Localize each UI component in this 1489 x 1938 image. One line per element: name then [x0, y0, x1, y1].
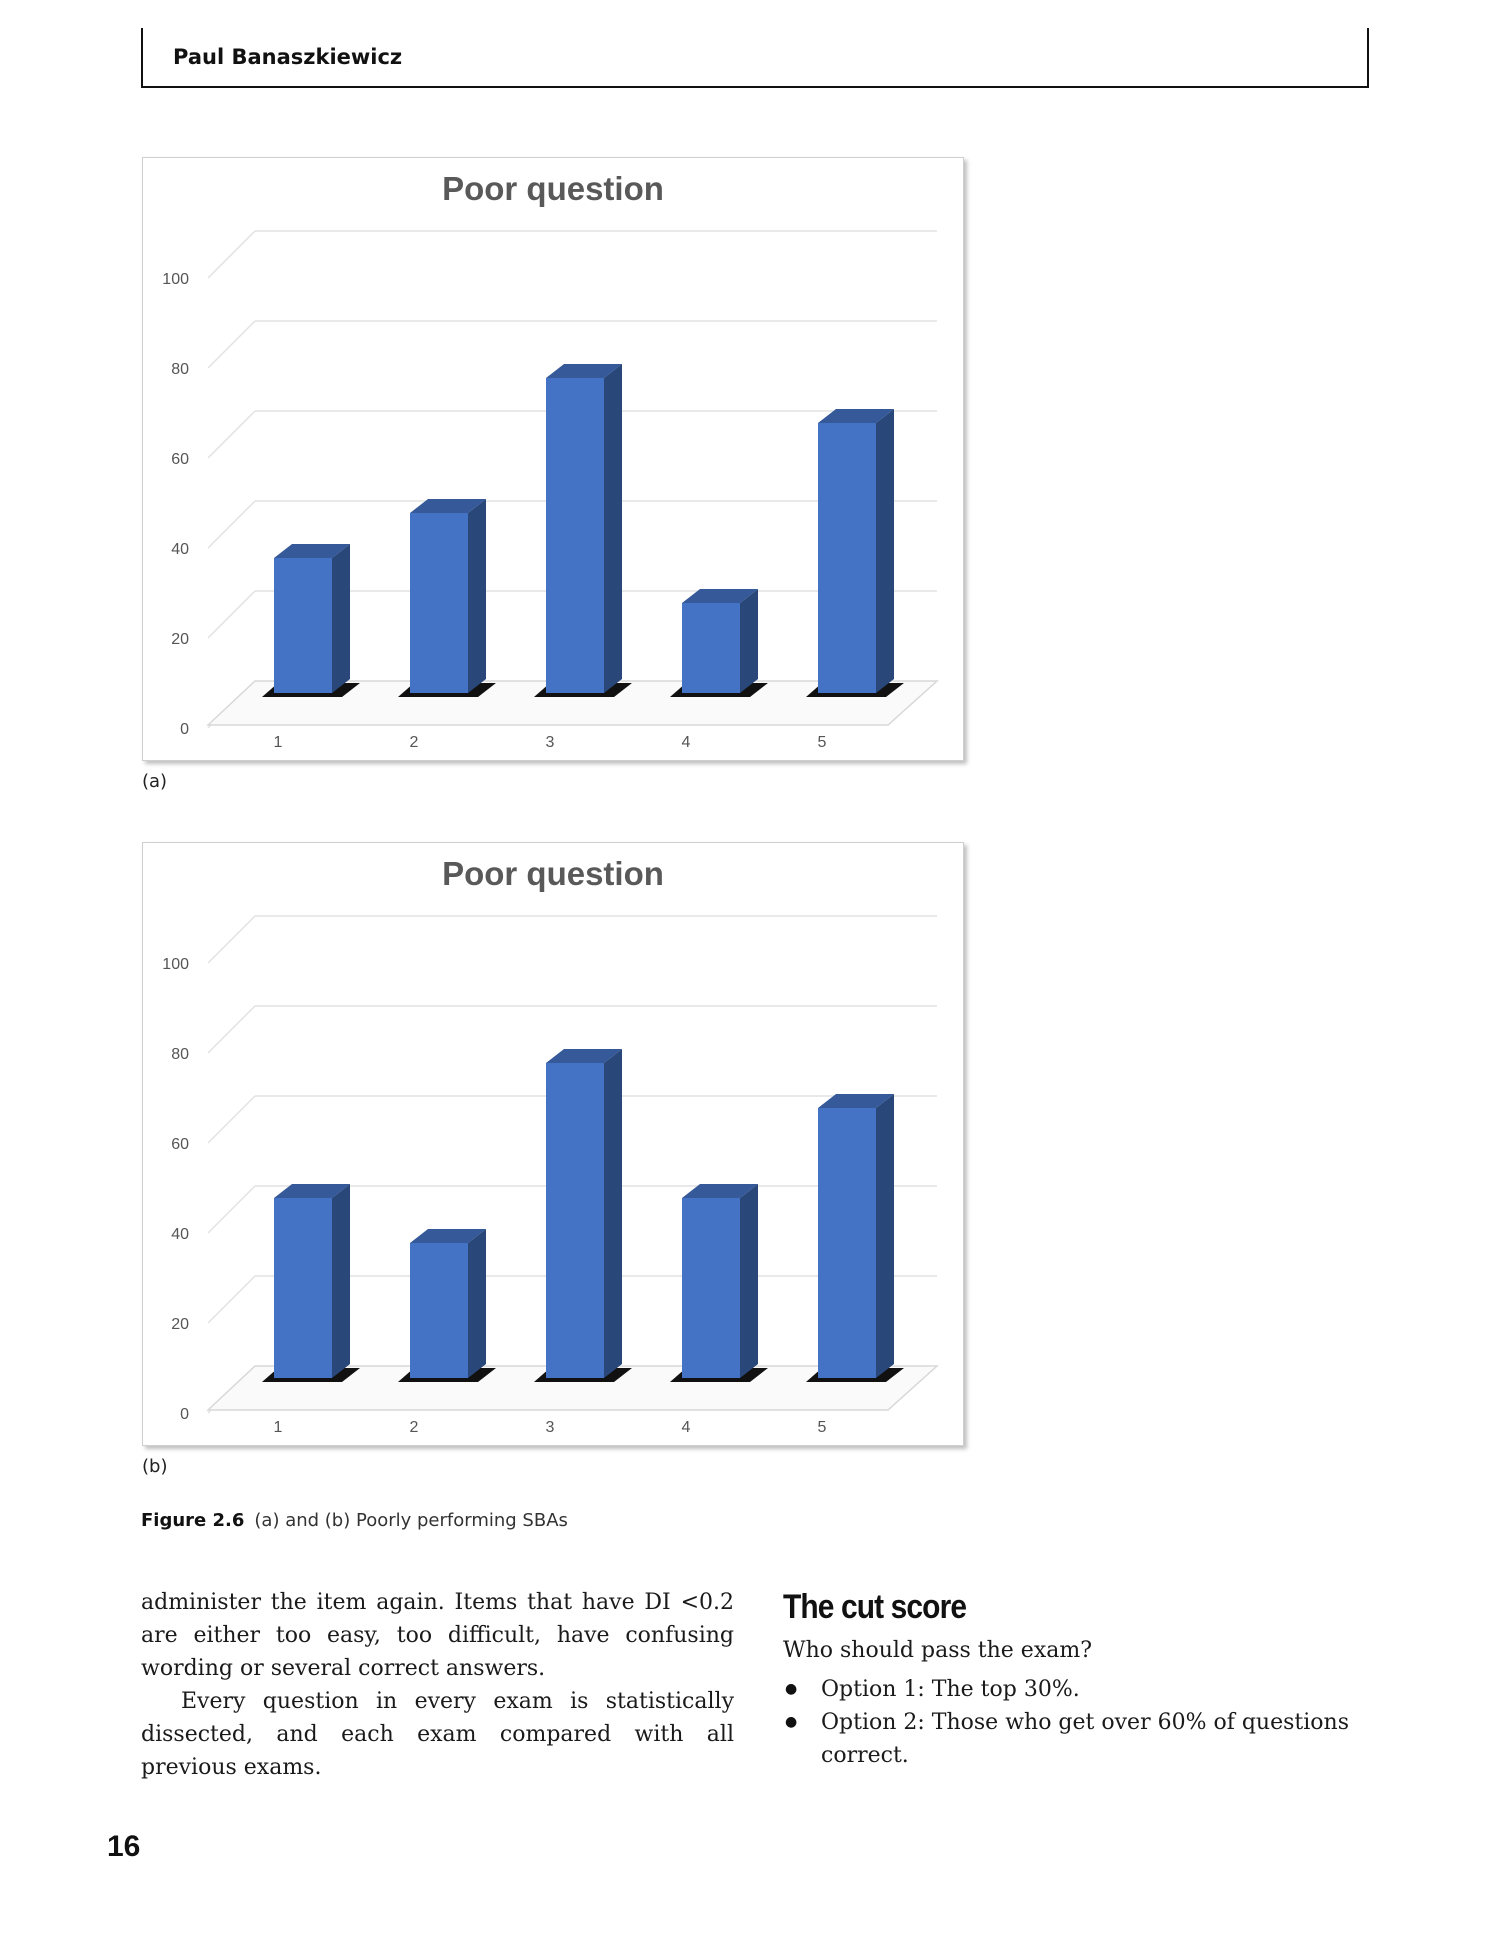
running-header [141, 28, 1369, 88]
bar [398, 499, 496, 697]
bar-front [682, 1198, 740, 1378]
gridline-side [208, 321, 255, 368]
bar-front [818, 423, 876, 693]
y-tick-label: 40 [171, 1226, 189, 1243]
bar-front [546, 378, 604, 693]
bar-side [876, 409, 894, 693]
y-tick-label: 80 [171, 361, 189, 378]
bar-side [332, 1184, 350, 1378]
gridline-side [208, 231, 255, 278]
x-tick-label: 4 [681, 734, 691, 751]
bar-front [410, 1243, 468, 1378]
y-tick-label: 0 [180, 721, 189, 738]
left-column [141, 1586, 734, 1784]
y-tick-label: 60 [171, 1136, 189, 1153]
chart-b [142, 842, 964, 1446]
bar-front [682, 603, 740, 693]
figure-caption-label: Figure 2.6 [141, 1510, 245, 1531]
gridline-side [208, 591, 255, 638]
panel-a-label: (a) [142, 771, 168, 792]
bar [670, 1184, 768, 1382]
x-tick-label: 4 [681, 1419, 691, 1436]
y-tick-label: 80 [171, 1046, 189, 1063]
page-number: 16 [107, 1830, 141, 1863]
bar-front [274, 1198, 332, 1378]
left-paragraph-1: administer the item again. Items that have DI <0.2 are either too easy, too difficult, have confusing wording or several correct answers. [141, 1590, 734, 1681]
figure-caption-text: (a) and (b) Poorly performing SBAs [254, 1510, 568, 1531]
y-tick-label: 100 [162, 956, 189, 973]
bar-side [740, 589, 758, 693]
section-question: Who should pass the exam? [783, 1638, 1092, 1663]
gridline-side [208, 1006, 255, 1053]
bar [398, 1229, 496, 1382]
chart-title: Poor question [442, 855, 664, 892]
bar-side [604, 364, 622, 693]
option-item: ● Option 1: The top 30%. [783, 1673, 1368, 1706]
y-tick-label: 20 [171, 1316, 189, 1333]
bar [534, 364, 632, 697]
option-item: ● Option 2: Those who get over 60% of questions correct. [783, 1706, 1368, 1772]
bar-side [468, 1229, 486, 1378]
bar-side [740, 1184, 758, 1378]
bar [262, 544, 360, 697]
bar [534, 1049, 632, 1382]
bar-front [546, 1063, 604, 1378]
left-paragraph-2: Every question in every exam is statistically dissected, and each exam compared with all previous exams. [141, 1689, 734, 1780]
section-heading: The cut score [783, 1588, 967, 1626]
gridline-side [208, 1096, 255, 1143]
right-column [783, 1586, 1368, 1772]
x-tick-label: 2 [409, 1419, 419, 1436]
bar-side [468, 499, 486, 693]
chart-title: Poor question [442, 170, 664, 207]
bar [670, 589, 768, 697]
gridline-side [208, 501, 255, 548]
x-tick-label: 3 [545, 734, 555, 751]
y-tick-label: 40 [171, 541, 189, 558]
x-tick-label: 5 [817, 1419, 827, 1436]
bar [806, 1094, 904, 1382]
gridline-side [208, 411, 255, 458]
bar-side [332, 544, 350, 693]
gridline-side [208, 916, 255, 963]
header-author: Paul Banaszkiewicz [173, 45, 403, 69]
chart-a-svg [143, 158, 963, 760]
y-tick-label: 60 [171, 451, 189, 468]
x-tick-label: 3 [545, 1419, 555, 1436]
bar [262, 1184, 360, 1382]
bar [806, 409, 904, 697]
gridline-side [208, 1276, 255, 1323]
y-tick-label: 20 [171, 631, 189, 648]
options-list [783, 1673, 1368, 1772]
bar-front [818, 1108, 876, 1378]
x-tick-label: 1 [273, 734, 283, 751]
x-tick-label: 1 [273, 1419, 283, 1436]
x-tick-label: 5 [817, 734, 827, 751]
bar-side [604, 1049, 622, 1378]
chart-a [142, 157, 964, 761]
bar-front [410, 513, 468, 693]
x-tick-label: 2 [409, 734, 419, 751]
panel-b-label: (b) [142, 1456, 168, 1477]
gridline-side [208, 1186, 255, 1233]
y-tick-label: 0 [180, 1406, 189, 1423]
figure-caption [141, 1510, 568, 1531]
chart-b-svg [143, 843, 963, 1445]
bar-side [876, 1094, 894, 1378]
bar-front [274, 558, 332, 693]
y-tick-label: 100 [162, 271, 189, 288]
